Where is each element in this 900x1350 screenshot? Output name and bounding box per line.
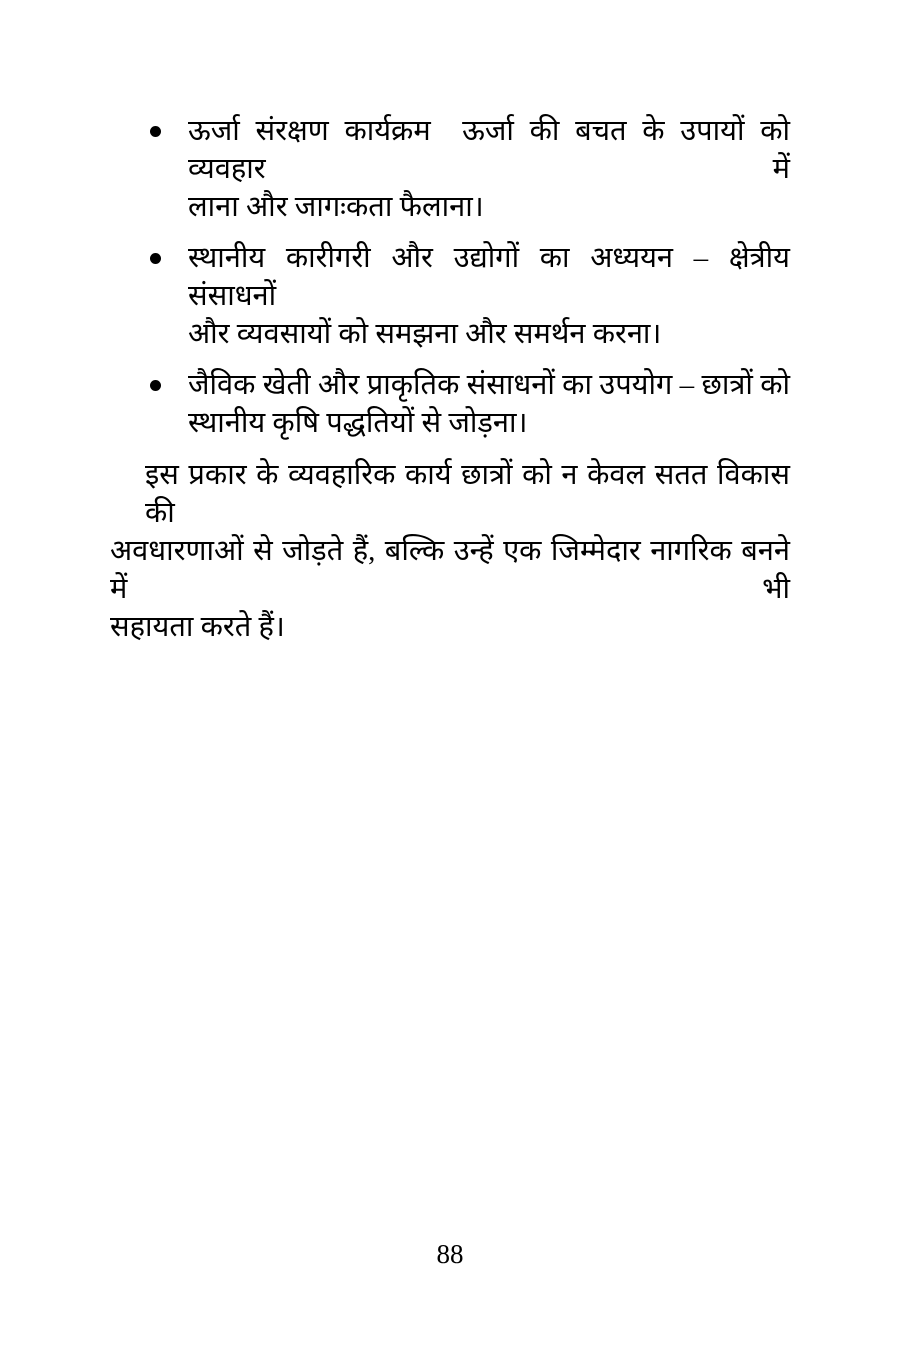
- closing-paragraph: [110, 456, 798, 646]
- bullet-item-local-crafts: [110, 239, 798, 353]
- paragraph-line: सहायता करते हैं।: [110, 611, 285, 643]
- page-number: 88: [436, 1239, 464, 1269]
- page-body-text: [110, 112, 798, 646]
- bullet-line: स्थानीय कारीगरी और उद्योगों का अध्ययन – क्षेत्रीय संसाधनों: [188, 242, 798, 312]
- bullet-line: स्थानीय कृषि पद्धतियों से जोड़ना।: [188, 407, 528, 439]
- bullet-line: और व्यवसायों को समझना और समर्थन करना।: [188, 318, 662, 350]
- bullet-icon: [150, 126, 161, 137]
- bullet-item-organic-farming: [110, 366, 790, 442]
- bullet-item-energy-conservation: [110, 112, 798, 226]
- bullet-icon: [150, 380, 161, 391]
- paragraph-line: इस प्रकार के व्यवहारिक कार्य छात्रों को न केवल सतत विकास की: [145, 459, 798, 529]
- paragraph-line: अवधारणाओं से जोड़ते हैं, बल्कि उन्हें एक जिम्मेदार नागरिक बनने में भी: [110, 535, 798, 605]
- bullet-line: जैविक खेती और प्राकृतिक संसाधनों का उपयोग – छात्रों को: [188, 369, 790, 401]
- bullet-line: ऊर्जा संरक्षण कार्यक्रम ऊर्जा की बचत के उपायों को व्यवहार में: [188, 115, 798, 185]
- bullet-line: लाना और जागःकता फैलाना।: [188, 191, 484, 223]
- bullet-icon: [150, 253, 161, 264]
